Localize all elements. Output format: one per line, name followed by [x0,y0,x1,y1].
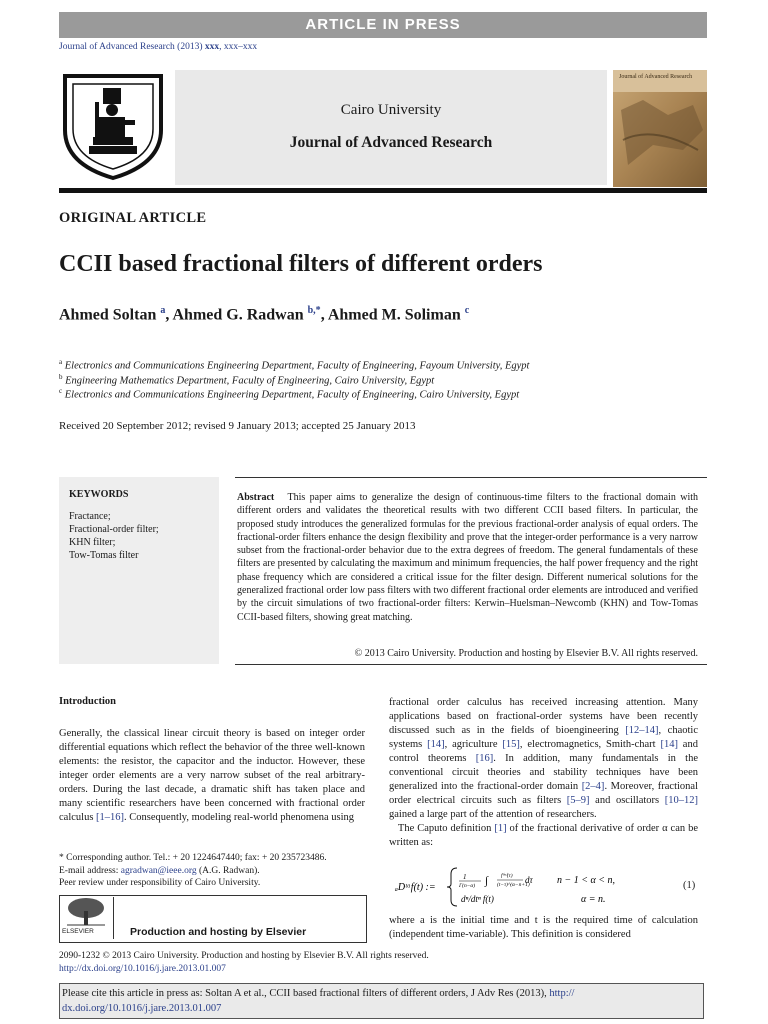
introduction-paragraph: Generally, the classical linear circuit theory is based on integer order differential equations which reflect the behavior of the three well-known elements: the resistor, the capacitor and the inductor. However, these integer order elements are a very narrow subset of the real arbitrary-orders. During the last decade, a dramatic shift has taken place and many scientific researchers have been concerned with fractional order calculus [1–16]. Consequently, modeling real-world phenomena using [59,728,365,823]
svg-text:1: 1 [463,873,467,881]
abstract-bottom-rule [235,664,707,665]
affiliation-c: $^c$ Electronics and Communications Engineering Department, Faculty of Engineering, Cairo University, Egypt [59,387,520,401]
cite-doi-link[interactable]: http:// [549,988,575,999]
citation-link[interactable]: [15] [502,739,520,750]
elsevier-production-text: Production and hosting by Elsevier [130,926,307,938]
equation-number: (1) [683,880,696,891]
keywords-title: KEYWORDS [69,489,129,500]
masthead-background [175,70,607,185]
abstract-top-rule [235,477,707,478]
svg-text:dτ: dτ [525,875,533,885]
introduction-heading: Introduction [59,696,116,707]
author-name: Ahmed Soltan [59,306,161,324]
article-title: CCII based fractional filters of different orders [59,251,543,277]
author-name: Ahmed M. Soliman [327,306,465,324]
cover-title: Journal of Advanced Research [619,74,693,80]
keyword-item: Fractance; [69,511,111,522]
cite-doi-link-cont[interactable]: dx.doi.org/10.1016/j.jare.2013.01.007 [62,1003,222,1014]
keywords-list [69,510,159,562]
received-dates: Received 20 September 2012; revised 9 January 2013; accepted 25 January 2013 [59,420,416,432]
introduction-paragraph-col2: fractional order calculus has received increasing attention. Many applications based on fractional-order systems have been recently discussed such as in the fields of bioengineering [12–14], chaotic systems [14], agriculture [15], electromagnetics, Smith-chart [14] and control theorems [16]. In addition, many fundamentals in the conventional circuit theories and stability techniques have been generalized into the fractional-order domain [2–4]. Moreover, fractional order electrical circuits such as filters [5–9] and oscillators [10–12] gained a large part of the attention of researchers. The Caputo definition [1] of the fractional derivative of order α can be written as: [389,697,699,848]
issn-line: 2090-1232 © 2013 Cairo University. Production and hosting by Elsevier B.V. All rights reserved. [59,951,429,961]
svg-text:(t−τ)^(α−n+1): (t−τ)^(α−n+1) [497,882,530,888]
author-affiliation-mark[interactable]: b,* [307,305,321,316]
citation-link[interactable]: [1] [494,823,507,834]
elsevier-divider [113,897,114,939]
elsevier-tree-icon [63,897,109,932]
citation-link[interactable]: [5–9] [566,795,590,806]
email-link[interactable]: agradwan@ieee.org [120,865,197,876]
author-list: Ahmed Soltan $^a$, Ahmed G. Radwan $^{b,*}$, Ahmed M. Soliman $^c$ [59,305,470,324]
equation-case-2: α = n. [581,894,606,905]
citation-link[interactable]: [14] [427,739,445,750]
paragraph-after-equation: where a is the initial time and t is the required time of calculation (independent time-variable). This definition is considered [389,915,698,940]
citation-link[interactable]: [12–14] [625,725,659,736]
abstract-text: Abstract This paper aims to generalize the design of continuous-time filters to the fractional domain with different orders and validates the theoretical results with two different CCII based filters. In particular, the proposed study introduces the generalized formulas for the previous fractional-order analysis of equal orders. The fractional-order filters enhance the design flexibility and prove that the integer-order performance is a very narrow subset from the fractional-order behavior due to the extra degrees of freedom. The general fundamentals of these filters are presented by calculating the maximum and minimum frequencies, the half power frequency and the right phase frequency which are considered a critical issue for the filter design. Different numerical solutions for the generalized fractional order low pass filters with two different fractional order elements are introduced and verified by the circuit simulations of two fractional-order filters: Kerwin–Huelsman–Newcomb (KHN) and Tow-Tomas CCII-based filters, showing great matching. [237,492,699,623]
equation-lhs: ₐDᵗᵅf(t) := [395,882,436,893]
citation-box: Please cite this article in press as: Soltan A et al., CCII based fractional filters of different orders, J Adv Res (2013), http:// dx.doi.org/10.1016/j.jare.2013.01.007 [59,983,704,1019]
keyword-item: Tow-Tomas filter [69,550,139,561]
svg-text:Γ(n−α): Γ(n−α) [459,883,476,889]
affiliation-a: $^a$ Electronics and Communications Engineering Department, Faculty of Engineering, Fayoum University, Egypt [59,358,530,372]
author-affiliation-mark[interactable]: a [160,305,166,316]
university-name: Cairo University [340,102,442,118]
journal-reference: Journal of Advanced Research (2013) xxx, xxx–xxx [59,42,258,52]
citation-link[interactable]: [14] [660,739,678,750]
cairo-university-logo [59,72,167,187]
elsevier-label: ELSEVIER [62,928,94,935]
author-affiliation-mark[interactable]: c [464,305,470,316]
article-type: ORIGINAL ARTICLE [59,210,207,226]
keywords-box [59,477,219,664]
citation-link[interactable]: [2–4] [581,781,605,792]
journal-cover-image [613,70,707,187]
keyword-item: Fractional-order filter; [69,524,159,535]
equation-case-1: n − 1 < α < n, [557,875,615,886]
journal-name: Journal of Advanced Research [289,134,493,151]
article-in-press-banner: ARTICLE IN PRESS [59,12,707,38]
citation-link[interactable]: [10–12] [664,795,699,806]
caputo-equation [389,864,698,910]
citation-link[interactable]: [16] [475,753,494,764]
author-name: Ahmed G. Radwan [172,306,308,324]
masthead-rule [59,188,707,193]
corresponding-author-footnote: * Corresponding author. Tel.: + 20 1224647440; fax: + 20 235723486. E-mail address: agradwan@ieee.org (A.G. Radwan). Peer review under responsibility of Cairo University. [59,853,327,888]
svg-text:dⁿ/dtⁿ f(t): dⁿ/dtⁿ f(t) [461,894,494,904]
svg-text:∫: ∫ [485,875,489,887]
doi-link[interactable]: http://dx.doi.org/10.1016/j.jare.2013.01.007 [59,964,226,974]
citation-link[interactable]: [1–16] [96,812,125,823]
abstract-copyright: © 2013 Cairo University. Production and hosting by Elsevier B.V. All rights reserved. [354,648,698,659]
svg-text:f⁽ⁿ⁾(τ): f⁽ⁿ⁾(τ) [501,873,513,879]
affiliation-b: $^b$ Engineering Mathematics Department, Faculty of Engineering, Cairo University, Egypt [59,373,435,387]
keyword-item: KHN filter; [69,537,116,548]
